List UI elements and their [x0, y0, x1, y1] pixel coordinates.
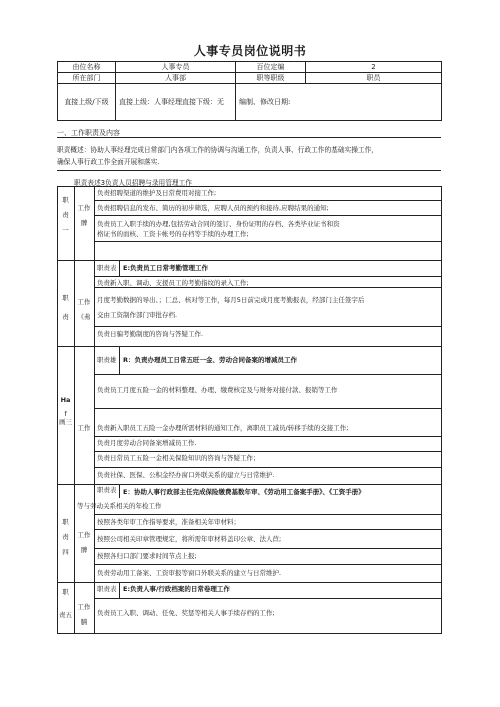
info-label-headcount: 百位定编 [236, 62, 306, 73]
resp2-desc-label: 职责表 [97, 264, 117, 272]
resp4-item-3: 按照各归口部门要求时间节点上报; [97, 552, 197, 560]
resp4-desc-2: 等与劳动关系相关的年检工作 [77, 502, 162, 510]
resp4-work-label: 工作 髀 [77, 531, 91, 554]
divider [57, 137, 441, 138]
resp1-side: 职 责 一 [62, 196, 69, 234]
resp3-item-5: 负责社保、医保、公积金经办窗口外联关系的建立与日常维护. [97, 471, 275, 479]
resp2-side: 职 责 [62, 294, 69, 321]
resp5-desc: E:负责人事/行政档案的日常卷理工作 [123, 585, 230, 593]
resp4-item-2: 按照公司相关印章管理规定，将所需年审材料盖印公章、法人苣; [97, 535, 282, 543]
divider [57, 170, 441, 171]
info-value-grade: 职员 [306, 73, 442, 84]
info-label-grade: 职等职级 [236, 73, 306, 84]
resp3-work-label: 工作 [77, 424, 91, 432]
resp5-item-1: 负责员工入职、调动、任免、奖惩等相关人事手续存档的工作; [97, 609, 275, 617]
resp4-desc-label: 职责表 [97, 486, 117, 494]
resp2-item-2b: 交由工资制作部门审批存档. [97, 311, 178, 319]
resp2-item-2a: 月度考勤数据的导出、；匚总、核对等工作，每月5日前完成月度考勤报表，经部门主任签字后 [97, 296, 365, 304]
resp1-item-2: 负责招聘信息的发布、简历的初步筛选，应聘人员的预约和接待,应聘结果的通知; [97, 204, 329, 212]
resp1-item-3b: 格证书的而核、工资卡帐号的存档等手续的办理工作; [97, 230, 249, 238]
resp1-work-label: 工作 髀 [77, 204, 91, 227]
resp4-item-1: 按照各类年审工作指导要求，准备相关年审材料； [97, 518, 240, 526]
info-value-superior: 直接上级：人事经理直接下级：无 [116, 84, 236, 121]
resp5-side: 职 责五 [59, 588, 72, 619]
info-label-dept: 所在部门 [58, 73, 116, 84]
resp3-item-1: 负责员工月度五险一金的材料整理、办理、缴费核定及与财务对接付款、报销等工作 [97, 386, 338, 394]
info-value-dept: 人事部 [116, 73, 236, 84]
overview [57, 144, 441, 168]
info-label-position: 由位名称 [58, 62, 116, 73]
resp1-title: 职责表述3负责人员招聘与录用管理工作 [74, 179, 192, 187]
resp4-item-4: 负责劳动用工备案、工资审报等窗口外联关系的建立与日常维护. [97, 569, 282, 577]
info-value-headcount: 2 [306, 62, 442, 73]
doc-title: 人事专员岗位说明书 [193, 44, 307, 58]
info-value-position: 人事专员 [116, 62, 236, 73]
resp5-work-label: 工作 腩 [77, 603, 91, 626]
resp1-item-1: 负责招聘渠道的维护及日常费用对接工作; [97, 189, 217, 197]
resp2-item-1: 负责新入职、调动、支援员工的考勤指纹的录入工作; [97, 279, 249, 287]
resp3-item-4: 负责日常员工五险一金相关保险知识的咨询与答疑工作； [97, 454, 260, 462]
overview-line-2: 确保人事行政工作全面开展和落实. [57, 158, 160, 166]
info-label-date: 编制、修改日期: [236, 84, 442, 121]
overview-line-1: 职责概述：协助人事经理完成日常部门内各项工作的协调与沟通工作，负责人事、行政工作的基础实操工作， [57, 146, 378, 154]
resp3-desc: R：负责办理员工日常五旺一金、劳动合同备案的增减员工作 [123, 356, 298, 364]
resp3-item-3: 负责月度劳动合同备案增减员工作. [97, 439, 197, 447]
resp3-item-2: 负责新入职员工五险一金办理所需材料的通知工作，离职员工减员/转移手续的交接工作; [97, 424, 349, 432]
section-heading: 一、工作职责及内容 [57, 129, 120, 137]
resp4-desc: E：协助人事行政部主任完成保险缴费基数年审、《劳动用工备案手册》、《工资手册》 [123, 488, 365, 496]
resp3-desc-label: 职责雄 [97, 356, 117, 364]
responsibility-table [57, 186, 441, 633]
resp2-desc: E:负责员工日常考勤管理工作 [123, 264, 209, 272]
resp4-side: 职 责 四 [62, 518, 69, 556]
info-label-superior: 直接上级/下级 [58, 84, 116, 121]
resp2-work-label: 工作 《弗 [77, 298, 91, 321]
position-info-table [57, 61, 442, 121]
resp5-desc-label: 职责表 [97, 585, 117, 593]
resp1-item-3a: 负责员工入职手续的办理,包括劳动合同的签订、身份证明的存档、各类毕业证书和资 [97, 220, 340, 228]
resp2-item-3: 负责日骗考勤制度的咨询与答疑工作. [97, 330, 204, 338]
resp3-side: Ha f 画三 [59, 396, 72, 426]
